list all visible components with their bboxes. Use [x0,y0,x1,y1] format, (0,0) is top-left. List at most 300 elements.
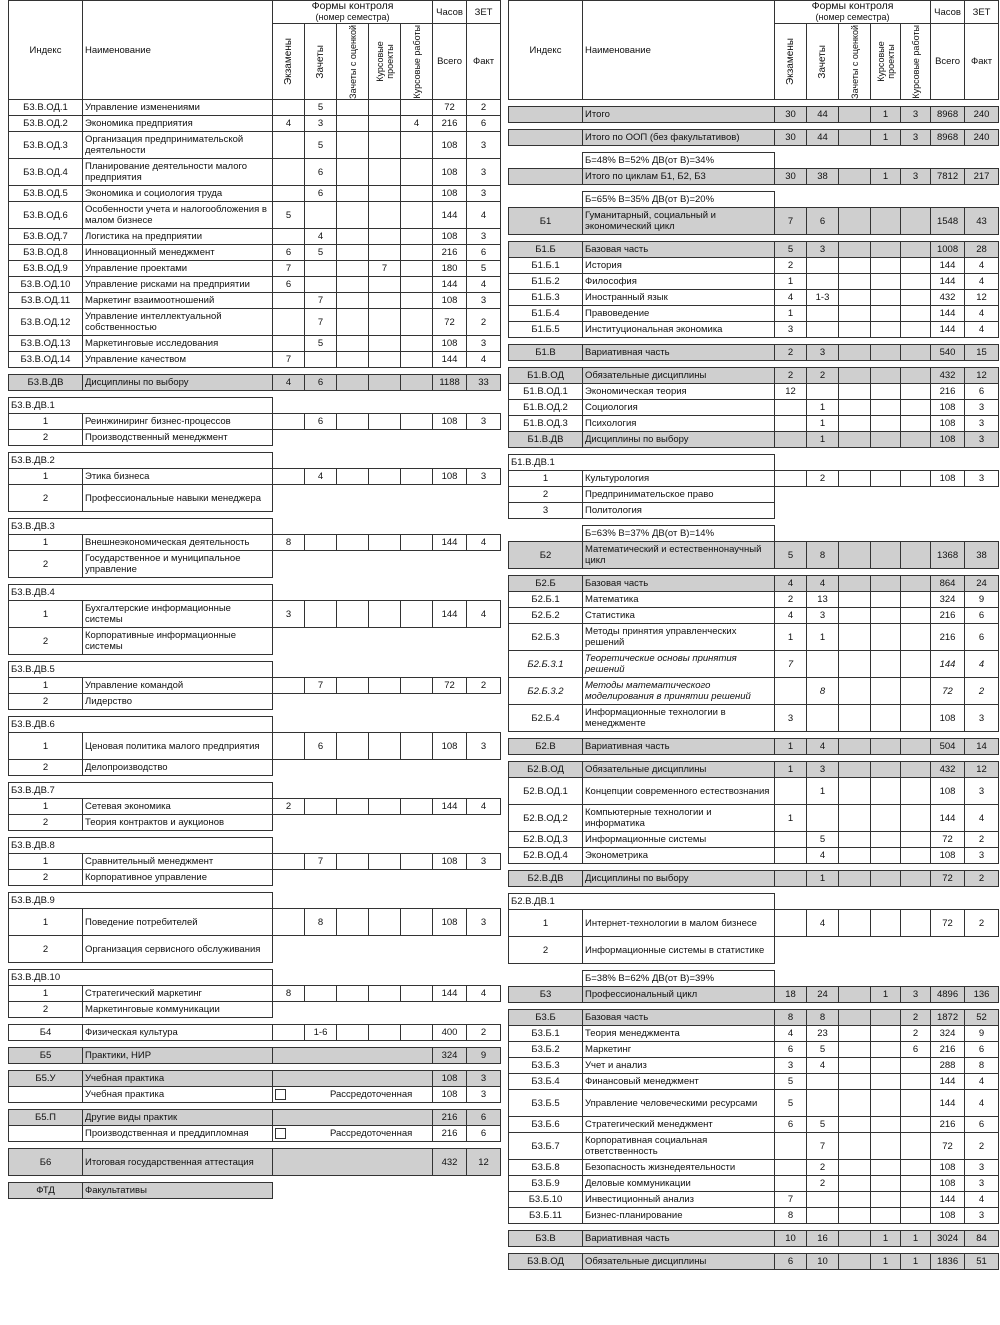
row-index: Б3.В [509,1231,583,1247]
row-zet: 33 [467,375,501,391]
row-zo [839,778,871,805]
row-z [807,384,839,400]
row-zo [337,375,369,391]
table-row [9,245,501,261]
row-e: 6 [775,1117,807,1133]
row-zet: 6 [965,1117,999,1133]
row-z: 2 [807,368,839,384]
row-index: Б3.Б.10 [509,1192,583,1208]
row-kr: 1 [901,1254,931,1270]
row-index: 1 [9,986,83,1002]
row-zet: 217 [965,169,999,185]
row-z: 8 [807,542,839,569]
row-kr [901,1176,931,1192]
table-row [509,608,999,624]
row-index: Б6 [9,1149,83,1176]
row-name: Маркетинг взаимоотношений [83,293,273,309]
row-hours: 144 [433,535,467,551]
row-kr [901,416,931,432]
row-kr [901,832,931,848]
practice-checkbox[interactable] [275,1128,286,1139]
table-row [509,1208,999,1224]
practice-mode [273,1126,433,1142]
row-index: Б1.В.ОД.1 [509,384,583,400]
table-row [509,1010,999,1026]
row-hours: 108 [433,186,467,202]
row-kp [871,1192,901,1208]
row-zet: 4 [965,651,999,678]
row-index: Б2.Б.4 [509,705,583,732]
row-kp [369,733,401,760]
table-row [9,1064,501,1071]
row-z: 2 [807,1160,839,1176]
row-hours: 216 [931,624,965,651]
row-hours: 8968 [931,130,965,146]
row-z: 7 [305,293,337,309]
row-name: Корпоративные информационные системы [83,628,273,655]
row-zo [839,739,871,755]
row-zo [839,678,871,705]
row-index: Б3.Б.3 [509,1058,583,1074]
row-index: Б3.Б.6 [509,1117,583,1133]
row-hours: 144 [931,805,965,832]
row-index: Б4 [9,1025,83,1041]
group-code: Б3.В.ДВ.1 [9,398,273,414]
row-kp [871,1208,901,1224]
row-e [775,416,807,432]
header-course-projects [871,24,901,100]
row-zo [839,1133,871,1160]
table-row [509,235,999,242]
row-z [305,601,337,628]
table-row [509,569,999,576]
row-e [775,1176,807,1192]
row-hours: 108 [931,471,965,487]
row-hours: 180 [433,261,467,277]
table-row [9,1142,501,1149]
row-index: Б3.В.ОД.6 [9,202,83,229]
table-row [509,1176,999,1192]
row-zo [839,1231,871,1247]
practice-mode-label: Рассредоточенная [330,1089,413,1100]
row-zo [337,309,369,336]
row-name: Управление проектами [83,261,273,277]
row-index: Б3.Б.8 [509,1160,583,1176]
row-z [305,261,337,277]
left-panel [8,0,500,1199]
row-index: Б3.Б.5 [509,1090,583,1117]
row-zet: 14 [965,739,999,755]
row-e: 1 [775,739,807,755]
table-row [9,446,501,453]
table-row [509,290,999,306]
row-kp [369,132,401,159]
table-row [509,100,999,107]
row-zet: 3 [467,229,501,245]
table-row [509,153,999,169]
table-row [9,909,501,936]
row-index: Б1.Б.4 [509,306,583,322]
row-kp [871,242,901,258]
row-index [9,1087,83,1103]
row-hours: 144 [433,601,467,628]
table-row [509,146,999,153]
row-hours: 108 [931,848,965,864]
row-hours: 108 [433,469,467,485]
row-z: 16 [807,1231,839,1247]
row-kp [871,871,901,887]
row-kr [401,159,433,186]
table-row [509,361,999,368]
row-e [775,848,807,864]
table-row [509,208,999,235]
row-zo [839,1010,871,1026]
row-kr [901,258,931,274]
row-name: Дисциплины по выбору [583,871,775,887]
row-hours: 108 [433,132,467,159]
row-kr [901,608,931,624]
table-row [509,258,999,274]
row-index: Б3.В.ОД.1 [9,100,83,116]
row-name: Методы принятия управленческих решений [583,624,775,651]
row-hours: 1188 [433,375,467,391]
row-zo [839,416,871,432]
row-hours: 72 [433,678,467,694]
table-row [509,123,999,130]
row-zo [839,306,871,322]
row-zet: 4 [965,306,999,322]
row-e: 4 [775,576,807,592]
table-row [9,1176,501,1183]
table-row [9,1048,501,1064]
row-z: 4 [305,469,337,485]
table-row [509,1074,999,1090]
row-zet: 4 [965,322,999,338]
row-zet: 6 [965,624,999,651]
row-name: Культурология [583,471,775,487]
row-kp [871,832,901,848]
practice-mode-label: Рассредоточенная [330,1128,413,1139]
practice-checkbox[interactable] [275,1089,286,1100]
row-index: Б2 [509,542,583,569]
row-zo [839,762,871,778]
row-zet: 3 [965,778,999,805]
row-index: Б5 [9,1048,83,1064]
table-row [9,293,501,309]
row-zet: 4 [965,1090,999,1117]
row-hours: 144 [433,202,467,229]
row-hours: 4896 [931,987,965,1003]
row-index: 1 [9,854,83,870]
row-hours: 432 [931,368,965,384]
row-zo [839,471,871,487]
row-index: Б1.В.ОД [509,368,583,384]
row-zo [839,592,871,608]
row-index: 1 [9,601,83,628]
row-kp [871,805,901,832]
row-kr [401,909,433,936]
practice-mode [273,1048,433,1064]
row-index [9,1126,83,1142]
row-kp [369,293,401,309]
row-zo [839,1042,871,1058]
row-hours: 216 [931,1042,965,1058]
header-total: Всего [433,24,467,100]
row-name: Обязательные дисциплины [583,762,775,778]
row-name: Вариативная часть [583,1231,775,1247]
row-index: Б3.В.ОД.10 [9,277,83,293]
row-index: Б2.В.ОД.1 [509,778,583,805]
row-e [775,1133,807,1160]
row-name: Делопроизводство [83,760,273,776]
row-kp [871,739,901,755]
row-z [807,651,839,678]
header-index: Индекс [9,1,83,100]
table-row [509,487,999,503]
table-row [509,894,999,910]
row-name: Факультативы [83,1183,273,1199]
row-index: 1 [9,733,83,760]
row-index: Б2.В.ДВ [509,871,583,887]
group-code: Б3.В.ДВ.3 [9,519,273,535]
table-row [9,710,501,717]
row-e: 2 [273,799,305,815]
row-hours: 108 [433,909,467,936]
row-zet: 4 [965,1074,999,1090]
row-name: Сетевая экономика [83,799,273,815]
header-tests-grade-label: Зачеты с оценкой [347,24,358,99]
row-kp [871,274,901,290]
row-e: 2 [775,592,807,608]
row-kr [401,414,433,430]
row-hours: 1548 [931,208,965,235]
row-kp [369,336,401,352]
row-index: 2 [9,870,83,886]
row-e: 7 [775,1192,807,1208]
row-index: Б3.В.ОД.5 [9,186,83,202]
row-z [305,277,337,293]
row-name: Маркетинговые коммуникации [83,1002,273,1018]
table-row [509,576,999,592]
row-e: 3 [273,601,305,628]
table-row [509,1192,999,1208]
row-zet: 2 [467,678,501,694]
row-kp [369,309,401,336]
row-e: 5 [775,1074,807,1090]
row-e: 5 [273,202,305,229]
row-hours: 108 [433,1071,467,1087]
row-index: Б5.П [9,1110,83,1126]
table-row [509,910,999,937]
row-kr [401,245,433,261]
row-hours: 432 [433,1149,467,1176]
row-e: 4 [775,1026,807,1042]
row-name: Маркетинг [583,1042,775,1058]
group-code: Б3.В.ДВ.10 [9,970,273,986]
row-e [775,832,807,848]
row-z: 1 [807,871,839,887]
row-hours: 1872 [931,1010,965,1026]
row-hours: 216 [931,1117,965,1133]
row-kr [901,1058,931,1074]
row-zet: 38 [965,542,999,569]
header-forms [775,1,931,24]
row-z [305,799,337,815]
row-z: 24 [807,987,839,1003]
table-row [509,1254,999,1270]
table-row [509,432,999,448]
row-z: 6 [305,414,337,430]
row-zet: 4 [467,202,501,229]
curriculum-table-left [8,0,501,1199]
row-zo [839,400,871,416]
row-kp: 7 [369,261,401,277]
row-zet: 12 [965,290,999,306]
row-kr [901,1074,931,1090]
table-row [509,651,999,678]
table-row [9,391,501,398]
header-tests-grade-label: Зачеты с оценкой [849,24,860,99]
row-index: Б3.В.ОД.14 [9,352,83,368]
table-row [509,185,999,192]
row-kp [871,592,901,608]
table-row [9,261,501,277]
row-zet: 12 [467,1149,501,1176]
row-kr [901,871,931,887]
row-zo [839,242,871,258]
row-z [807,1208,839,1224]
table-row [509,987,999,1003]
row-index: 1 [509,471,583,487]
row-index: 1 [9,469,83,485]
row-kr: 2 [901,1026,931,1042]
row-index: Б3.Б.9 [509,1176,583,1192]
row-kp [369,535,401,551]
row-zet: 3 [467,469,501,485]
row-e: 7 [775,651,807,678]
row-zo [337,986,369,1002]
row-z: 3 [807,242,839,258]
row-e [273,336,305,352]
row-kr [401,375,433,391]
header-tests-grade [839,24,871,100]
table-row [9,186,501,202]
table-row [509,1058,999,1074]
row-kp [871,1090,901,1117]
row-zo [337,132,369,159]
table-row [509,169,999,185]
table-row [9,398,501,414]
table-row [9,430,501,446]
row-kr [901,592,931,608]
row-zo [839,832,871,848]
row-zo [839,322,871,338]
table-row [509,832,999,848]
row-index: Б1.Б [509,242,583,258]
table-row [509,732,999,739]
table-row [509,864,999,871]
row-kp [871,778,901,805]
row-z [807,258,839,274]
row-name: Обязательные дисциплины [583,368,775,384]
row-name: Информационные технологии в менеджменте [583,705,775,732]
row-zet: 3 [965,848,999,864]
row-zet: 2 [467,1025,501,1041]
row-name: Реинжиниринг бизнес-процессов [83,414,273,430]
row-kr [401,799,433,815]
table-row [9,309,501,336]
table-row [9,776,501,783]
header-forms-title: Формы контроля [311,0,394,13]
row-kr [901,1133,931,1160]
table-row [9,159,501,186]
row-kp: 1 [871,130,901,146]
row-e [273,159,305,186]
table-row [9,628,501,655]
row-hours: 108 [931,432,965,448]
row-zet: 240 [965,130,999,146]
row-z: 1 [807,416,839,432]
row-zet: 52 [965,1010,999,1026]
group-code: Б2.В.ДВ.1 [509,894,775,910]
row-index: Б3.В.ОД.7 [9,229,83,245]
row-index: Б3.В.ОД.8 [9,245,83,261]
row-zo [839,705,871,732]
row-index [509,107,583,123]
row-zet: 4 [467,535,501,551]
table-row [509,306,999,322]
row-index: Б3.Б.4 [509,1074,583,1090]
row-hours: 144 [433,277,467,293]
row-hours: 144 [931,258,965,274]
row-z [807,1074,839,1090]
header-course-works-label: Курсовые работы [411,24,422,99]
row-index: Б3.В.ОД.4 [9,159,83,186]
header-name: Наименование [83,1,273,100]
row-kr [901,368,931,384]
header-tests-label: Зачеты [314,44,326,79]
row-kp [369,245,401,261]
row-name: Учебная практика [83,1087,273,1103]
table-row [509,322,999,338]
row-e [775,871,807,887]
row-hours: 216 [931,384,965,400]
row-z [305,535,337,551]
row-kp [369,202,401,229]
row-name: Учебная практика [83,1071,273,1087]
group-code: Б3.В.ДВ.4 [9,585,273,601]
row-e: 12 [775,384,807,400]
row-name: Бизнес-планирование [583,1208,775,1224]
row-z: 8 [807,1010,839,1026]
row-zet: 2 [467,309,501,336]
row-index: 2 [509,487,583,503]
header-tests [807,24,839,100]
row-e: 30 [775,169,807,185]
row-kr [901,805,931,832]
row-e: 5 [775,1090,807,1117]
row-kr: 3 [901,130,931,146]
row-zo [839,805,871,832]
table-row [9,469,501,485]
row-e: 1 [775,624,807,651]
row-e: 6 [273,277,305,293]
row-hours: 8968 [931,107,965,123]
row-hours: 108 [433,336,467,352]
row-kr [901,651,931,678]
row-zet: 3 [965,705,999,732]
row-name: Итоговая государственная аттестация [83,1149,273,1176]
